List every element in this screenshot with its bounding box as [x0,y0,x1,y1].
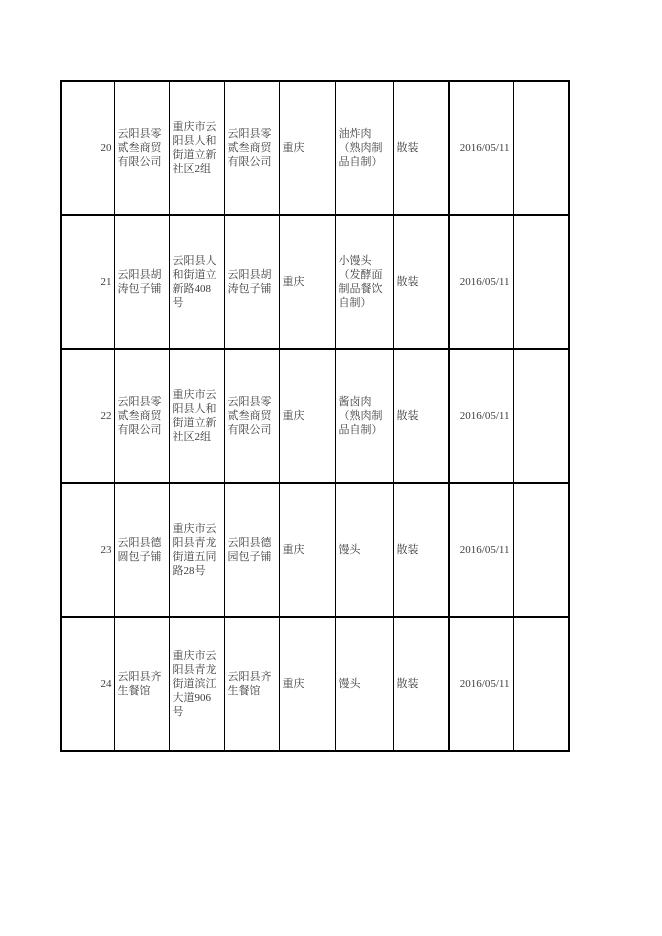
cell-row22-production-date: 2016/05/11 [449,349,513,483]
cell-row21-product-name: 小馒头（发酵面制品餐饮自制） [335,215,393,349]
cell-row24-sampled-unit-address: 重庆市云阳县青龙街道滨江大道906号 [169,617,224,751]
cell-row22-empty [513,349,569,483]
cell-row23-product-name: 馒头 [335,483,393,617]
cell-row24-producer-name: 云阳县齐生餐馆 [224,617,279,751]
cell-row22-province: 重庆 [279,349,335,483]
cell-row20-sampled-unit-address: 重庆市云阳县人和街道立新社区2组 [169,81,224,215]
cell-row24-number: 24 [61,617,114,751]
cell-row23-package-type: 散装 [393,483,449,617]
cell-row24-empty [513,617,569,751]
cell-row23-production-date: 2016/05/11 [449,483,513,617]
cell-row20-producer-name: 云阳县零贰叁商贸有限公司 [224,81,279,215]
cell-row22-number: 22 [61,349,114,483]
cell-row23-number: 23 [61,483,114,617]
cell-row23-sampled-unit-address: 重庆市云阳县青龙街道五同路28号 [169,483,224,617]
cell-row24-production-date: 2016/05/11 [449,617,513,751]
cell-row20-production-date: 2016/05/11 [449,81,513,215]
cell-row20-province: 重庆 [279,81,335,215]
cell-row23-province: 重庆 [279,483,335,617]
cell-row22-product-name: 酱卤肉（熟肉制品自制） [335,349,393,483]
spreadsheet-table [60,80,570,752]
cell-row22-sampled-unit-address: 重庆市云阳县人和街道立新社区2组 [169,349,224,483]
cell-row20-product-name: 油炸肉（熟肉制品自制） [335,81,393,215]
cell-row21-package-type: 散装 [393,215,449,349]
cell-row22-sampled-unit-name: 云阳县零贰叁商贸有限公司 [114,349,169,483]
cell-row22-package-type: 散装 [393,349,449,483]
cell-row21-province: 重庆 [279,215,335,349]
cell-row20-number: 20 [61,81,114,215]
cell-row21-sampled-unit-address: 云阳县人和街道立新路408号 [169,215,224,349]
cell-row21-production-date: 2016/05/11 [449,215,513,349]
cell-row21-sampled-unit-name: 云阳县胡涛包子铺 [114,215,169,349]
cell-row20-sampled-unit-name: 云阳县零贰叁商贸有限公司 [114,81,169,215]
cell-row24-package-type: 散装 [393,617,449,751]
cell-row23-sampled-unit-name: 云阳县德圆包子铺 [114,483,169,617]
cell-row23-empty [513,483,569,617]
cell-row21-number: 21 [61,215,114,349]
cell-row22-producer-name: 云阳县零贰叁商贸有限公司 [224,349,279,483]
cell-row21-empty [513,215,569,349]
cell-row21-producer-name: 云阳县胡涛包子铺 [224,215,279,349]
cell-row24-product-name: 馒头 [335,617,393,751]
table-row-22 [61,349,569,483]
cell-row20-empty [513,81,569,215]
table-row-20 [61,81,569,215]
table-row-24 [61,617,569,751]
table-row-21 [61,215,569,349]
table-row-23 [61,483,569,617]
cell-row23-producer-name: 云阳县德园包子铺 [224,483,279,617]
cell-row24-province: 重庆 [279,617,335,751]
cell-row20-package-type: 散装 [393,81,449,215]
cell-row24-sampled-unit-name: 云阳县齐生餐馆 [114,617,169,751]
